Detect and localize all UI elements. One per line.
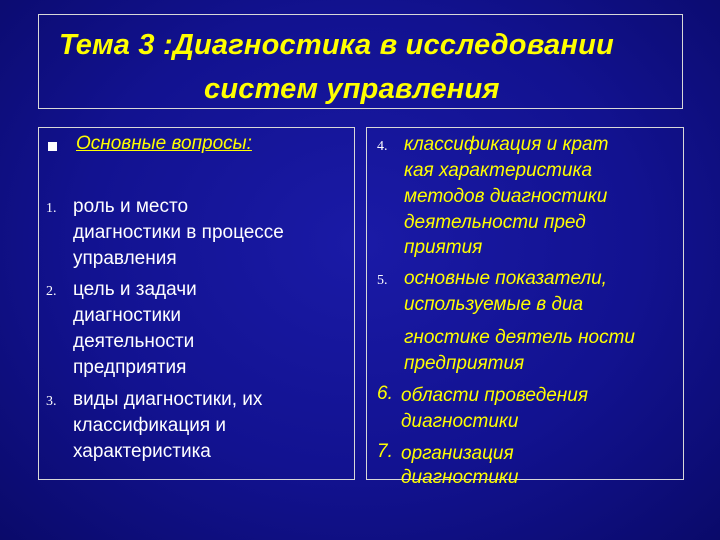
- list-line: виды диагностики, их: [73, 389, 263, 410]
- list-line: деятельности: [73, 331, 195, 352]
- list-line: диагностики в процессе: [73, 222, 284, 243]
- list-number: 7.: [377, 441, 393, 462]
- square-bullet-icon: [48, 142, 57, 151]
- list-line: диагностики: [401, 411, 519, 432]
- list-number: 3.: [46, 394, 57, 409]
- list-line: диагностики: [401, 467, 519, 488]
- list-line: предприятия: [404, 353, 525, 374]
- list-line: организация: [401, 443, 514, 464]
- right-panel: [366, 127, 684, 488]
- list-number: 5.: [377, 273, 388, 288]
- list-line: методов диагностики: [404, 186, 608, 207]
- list-line: области проведения: [401, 385, 588, 406]
- left-heading: Основные вопросы:: [76, 133, 252, 154]
- list-number: 2.: [46, 284, 57, 299]
- list-line: предприятия: [73, 357, 187, 378]
- list-line: управления: [73, 248, 177, 269]
- title-line-1: Тема 3 :Диагностика в исследовании: [59, 29, 614, 61]
- list-line: классификация и: [73, 415, 227, 436]
- list-line: приятия: [404, 237, 483, 258]
- list-line: гностике деятель ности: [404, 327, 635, 348]
- title-box: [38, 14, 683, 109]
- left-panel: [38, 127, 355, 480]
- list-line: основные показатели,: [404, 268, 607, 289]
- list-number: 1.: [46, 201, 57, 216]
- list-number: 6.: [377, 383, 393, 404]
- list-line: деятельности пред: [404, 212, 586, 233]
- title-line-2: систем управления: [204, 73, 500, 105]
- list-line: классификация и крат: [404, 134, 609, 155]
- list-line: роль и место: [73, 196, 189, 217]
- list-line: характеристика: [73, 441, 211, 462]
- list-line: диагностики: [73, 305, 181, 326]
- list-line: используемые в диа: [404, 294, 584, 315]
- list-line: кая характеристика: [404, 160, 593, 181]
- list-line: цель и задачи: [73, 279, 197, 300]
- list-number: 4.: [377, 139, 388, 154]
